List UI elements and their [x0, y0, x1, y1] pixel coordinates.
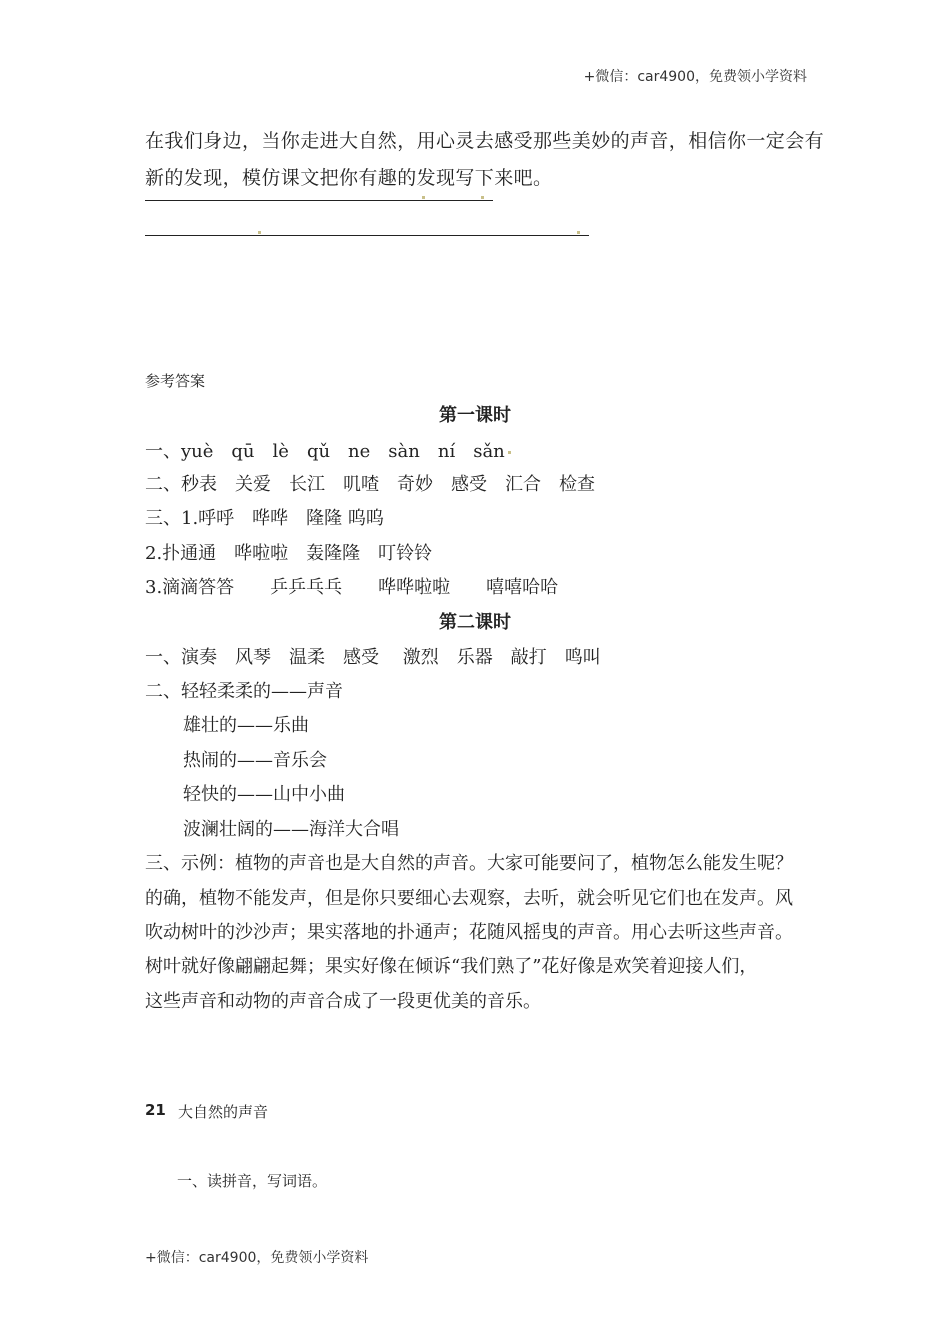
lesson2-heading: 第二课时 [439, 612, 511, 633]
lesson2-q2-line5: 波澜壮阔的——海洋大合唱 [183, 819, 399, 840]
lesson1-q3-line3: 3.滴滴答答 乒乒乓乓 哗哗啦啦 嘻嘻哈哈 [145, 577, 559, 598]
lesson2-q2-line1: 二、轻轻柔柔的——声音 [145, 681, 343, 702]
answer-blank-line-1 [145, 200, 493, 201]
lesson2-q3-line3: 吹动树叶的沙沙声；果实落地的扑通声；花随风摇曳的声音。用心去听这些声音。 [145, 922, 793, 943]
format-mark [258, 231, 261, 234]
lesson2-q3-line2: 的确，植物不能发声，但是你只要细心去观察，去听，就会听见它们也在发声。风 [145, 888, 793, 909]
lesson1-q1: 一、yuè qū lè qǔ ne sàn ní sǎn [145, 441, 505, 462]
intro-line-2: 新的发现，模仿课文把你有趣的发现写下来吧。 [145, 167, 553, 189]
intro-line-1: 在我们身边，当你走进大自然，用心灵去感受那些美妙的声音，相信你一定会有 [145, 130, 825, 152]
page-footer: +微信：car4900，免费领小学资料 [145, 1250, 369, 1266]
lesson-number: 21 [145, 1101, 166, 1119]
lesson2-q2-line2: 雄壮的——乐曲 [183, 715, 309, 736]
lesson2-q1: 一、演奏 风琴 温柔 感受 激烈 乐器 敲打 鸣叫 [145, 647, 601, 668]
format-mark [577, 231, 580, 234]
format-mark [508, 451, 511, 454]
lesson2-q3-line1: 三、示例：植物的声音也是大自然的声音。大家可能要问了，植物怎么能发生呢？ [145, 853, 793, 874]
lesson1-q3-line1: 三、1.呼呼 哗哗 隆隆 呜呜 [145, 508, 384, 529]
answer-blank-line-2 [145, 235, 589, 236]
lesson2-q3-line5: 这些声音和动物的声音合成了一段更优美的音乐。 [145, 991, 541, 1012]
lesson2-q2-line4: 轻快的——山中小曲 [183, 784, 345, 805]
format-mark [481, 196, 484, 199]
page-header: +微信：car4900，免费领小学资料 [583, 69, 807, 85]
answers-title: 参考答案 [145, 372, 206, 390]
exercise-title: 一、读拼音，写词语。 [177, 1172, 328, 1190]
lesson1-heading: 第一课时 [439, 405, 511, 426]
lesson1-q3-line2: 2.扑通通 哗啦啦 轰隆隆 叮铃铃 [145, 543, 433, 564]
lesson-title: 大自然的声音 [178, 1103, 269, 1121]
format-mark [422, 196, 425, 199]
lesson2-q3-line4: 树叶就好像翩翩起舞；果实好像在倾诉“我们熟了”花好像是欢笑着迎接人们， [145, 956, 758, 977]
lesson2-q2-line3: 热闹的——音乐会 [183, 750, 327, 771]
lesson1-q2: 二、秒表 关爱 长江 叽喳 奇妙 感受 汇合 检查 [145, 474, 595, 495]
